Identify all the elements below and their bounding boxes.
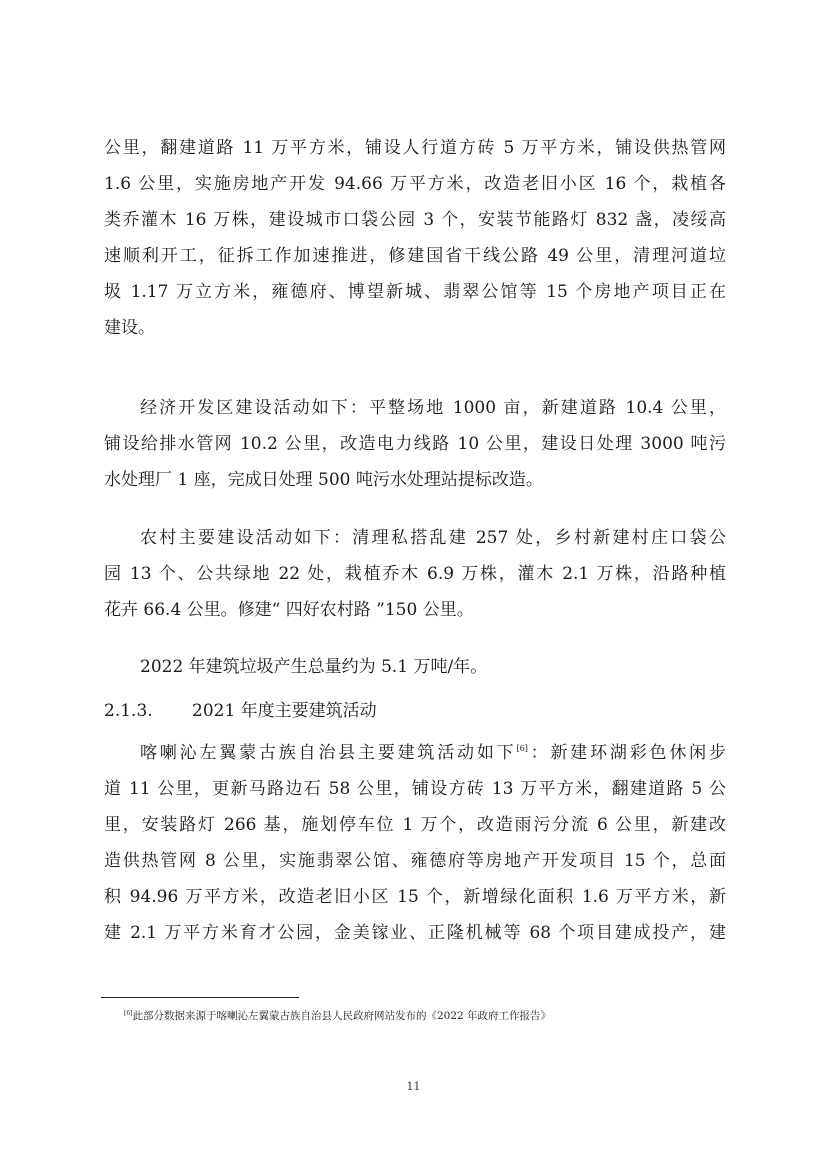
- text-line: 花卉 66.4 公里。修建“ 四好农村路 ”150 公里。: [104, 600, 474, 620]
- section-heading-line: [104, 693, 726, 729]
- text-line: 建 2.1 万平方米育才公园，金美镓业、正隆机械等 68 个项目建成投产，建: [104, 923, 726, 943]
- text-line: 积 94.96 万平方米，改造老旧小区 15 个，新增绿化面积 1.6 万平方米，新: [104, 887, 726, 907]
- text-line: [104, 735, 726, 771]
- paragraph-economic-zone: [104, 390, 726, 498]
- text-line: 造供热管网 8 公里，实施翡翠公馆、雍德府等房地产开发项目 15 个，总面: [104, 851, 726, 871]
- footnote-reference[interactable]: [6]: [516, 744, 528, 753]
- footnote-separator: [101, 997, 299, 998]
- text-line: 道 11 公里，更新马路边石 58 公里，铺设方砖 13 万平方米，翻建道路 5 公: [104, 779, 726, 799]
- section-heading: [104, 693, 726, 729]
- paragraph-waste-total: [104, 649, 726, 685]
- footnote: [124, 1008, 551, 1023]
- text-line: 1.6 公里，实施房地产开发 94.66 万平方米，改造老旧小区 16 个，栽植各: [104, 174, 726, 194]
- paragraph-2021-activities: [104, 735, 726, 951]
- section-title: 2021 年度主要建筑活动: [192, 701, 377, 721]
- text-line: 建设。: [104, 318, 155, 338]
- text-line: 里，安装路灯 266 基，施划停车位 1 万个，改造雨污分流 6 公里，新建改: [104, 815, 726, 835]
- text-segment: ：新建环湖彩色休闲步: [527, 743, 727, 763]
- text-line: 农村主要建设活动如下：清理私搭乱建 257 处，乡村新建村庄口袋公: [140, 528, 726, 548]
- text-line: 铺设给排水管网 10.2 公里，改造电力线路 10 公里，建设日处理 3000 吨污: [104, 434, 726, 454]
- text-line: 类乔灌木 16 万株，建设城市口袋公园 3 个，安装节能路灯 832 盏，凌绥高: [104, 210, 726, 230]
- text-line: 速顺利开工，征拆工作加速推进，修建国省干线公路 49 公里，清理河道垃: [104, 246, 726, 266]
- footnote-mark: [6]: [124, 1010, 133, 1017]
- text-line: 经济开发区建设活动如下：平整场地 1000 亩，新建道路 10.4 公里，: [140, 398, 726, 418]
- text-line: 水处理厂 1 座，完成日处理 500 吨污水处理站提标改造。: [104, 470, 543, 490]
- text-line: 圾 1.17 万立方米，雍德府、博望新城、翡翠公馆等 15 个房地产项目正在: [104, 282, 726, 302]
- text-line: 2022 年建筑垃圾产生总量约为 5.1 万吨/年。: [140, 657, 488, 677]
- paragraph-urban-construction: [104, 130, 726, 346]
- footnote-text: 此部分数据来源于喀喇沁左翼蒙古族自治县人民政府网站发布的《2022 年政府工作报告》: [132, 1010, 552, 1022]
- page-number: 11: [406, 1080, 421, 1093]
- text-line: 园 13 个、公共绿地 22 处，栽植乔木 6.9 万株，灌木 2.1 万株，沿路种植: [104, 564, 726, 584]
- paragraph-rural-construction: [104, 520, 726, 628]
- text-line: 公里，翻建道路 11 万平方米，铺设人行道方砖 5 万平方米，铺设供热管网: [104, 138, 726, 158]
- section-number: 2.1.3.: [104, 701, 153, 721]
- text-segment: 喀喇沁左翼蒙古族自治县主要建筑活动如下: [140, 743, 517, 763]
